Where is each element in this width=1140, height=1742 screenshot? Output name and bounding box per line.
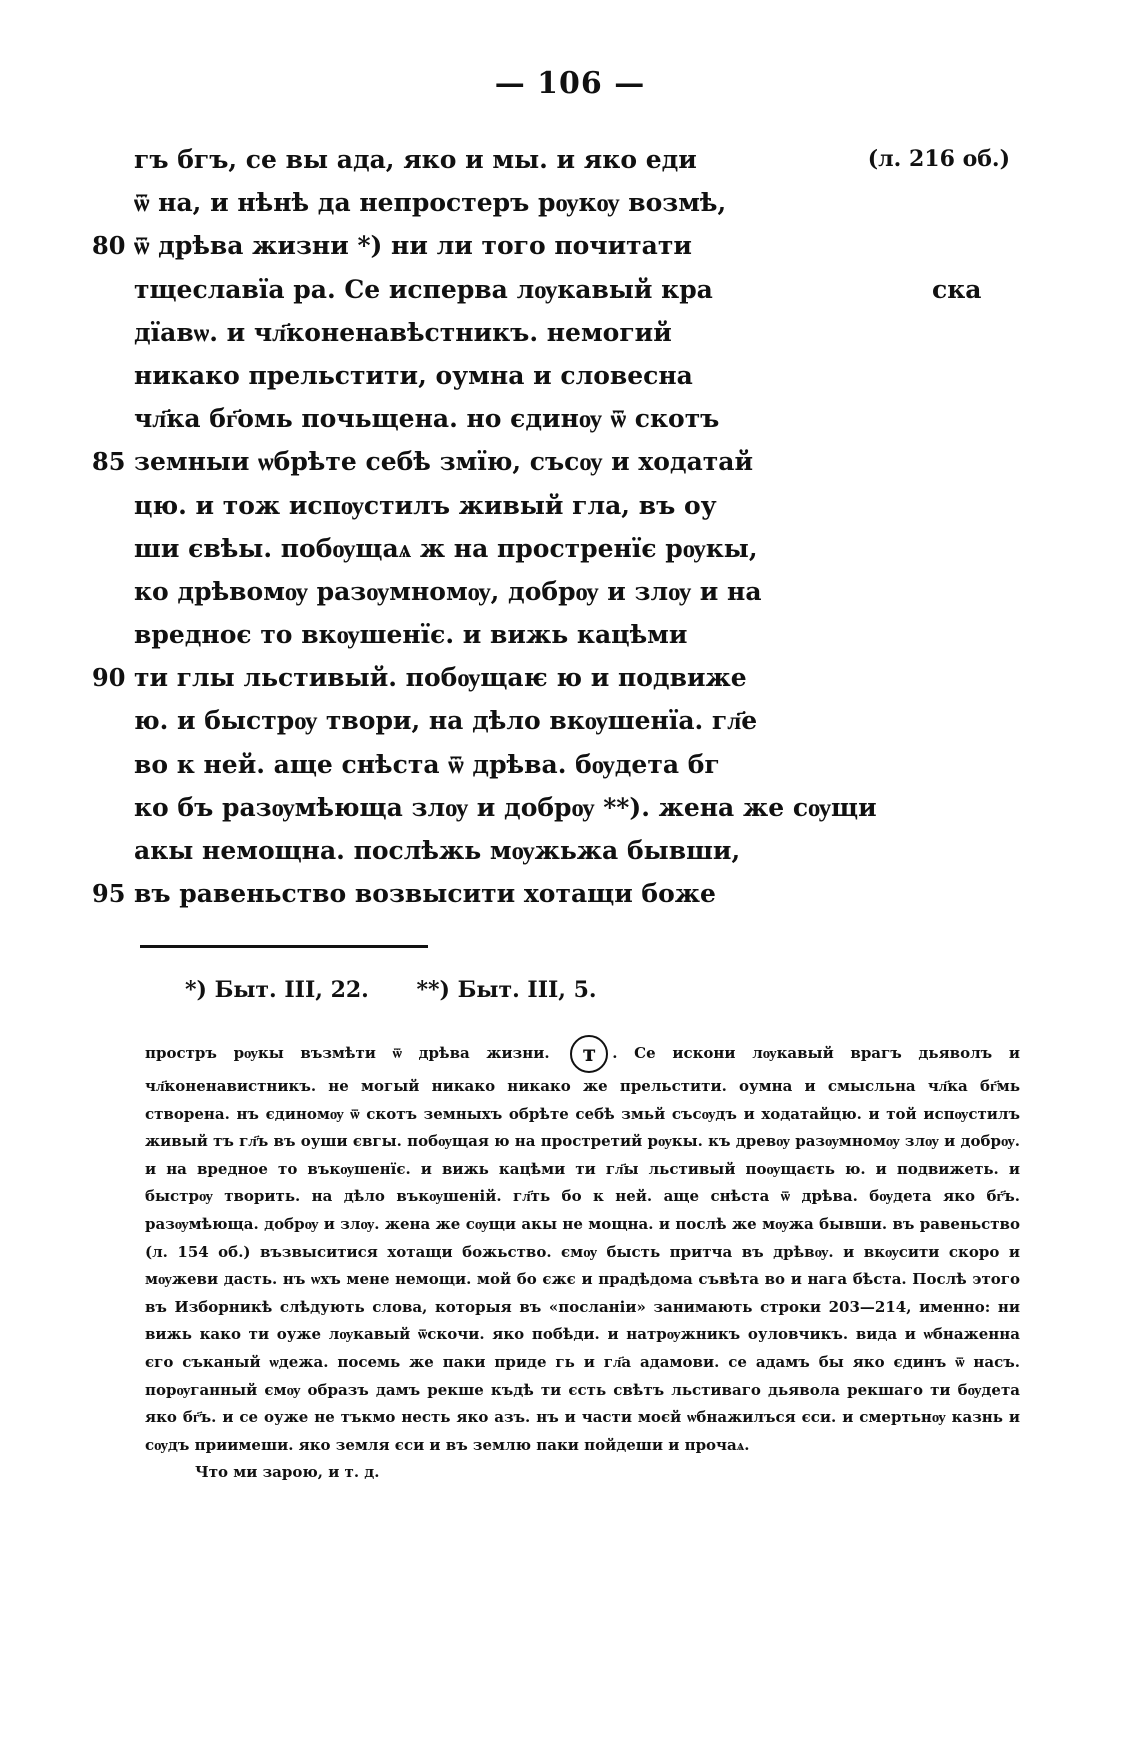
line-text: во к ней. аще снѣста ѿ дрѣва. бѹдета бг xyxy=(134,749,720,779)
line-text: ѿ на, и нѣнѣ да непростеръ рѹкѹ возмѣ, xyxy=(134,188,727,218)
footnote-2: **) Быт. III, 5. xyxy=(416,977,597,1003)
variant-reading xyxy=(145,1035,1020,1487)
circled-letter-mark: т xyxy=(570,1035,608,1073)
line-text: дїавѡ. и чл҃коненавѣстникъ. немогий xyxy=(134,317,672,347)
footnote-separator xyxy=(140,945,428,948)
text-line xyxy=(92,570,1092,613)
text-line xyxy=(92,786,1092,829)
line-text: ши євѣы. побѹщаѧ ж на простренїє рѹкы, xyxy=(134,533,758,563)
margin-word-fragment: ска xyxy=(932,274,982,304)
line-text: ѿ дрѣва жизни *) ни ли того почитати xyxy=(134,231,692,261)
text-line xyxy=(92,527,1092,570)
page-number: — 106 — xyxy=(494,66,646,101)
footnotes xyxy=(185,977,597,1003)
line-text: акы немощна. послѣжь мѹжьжа бывши, xyxy=(134,836,741,865)
line-text: цю. и тож испѹстилъ живый гла, въ оу xyxy=(134,490,717,520)
text-line xyxy=(92,484,1092,527)
text-line xyxy=(92,311,1092,354)
line-text: ко дрѣвомѹ разѹмномѹ, добрѹ и злѹ и на xyxy=(134,576,762,606)
line-number: 80 xyxy=(92,231,126,261)
text-line xyxy=(92,224,1092,267)
variant-text-before: простръ рѹкы възмѣти ѿ дрѣва жизни. xyxy=(145,1044,550,1062)
line-text: ю. и быстрѹ твори, на дѣло вкѹшенїа. гл҃е xyxy=(134,706,758,736)
text-line xyxy=(92,440,1092,483)
line-text: чл҃ка бг҃омь почьщена. но єдинѹ ѿ скотъ xyxy=(134,404,720,434)
text-line xyxy=(92,699,1092,742)
line-number: 95 xyxy=(92,879,126,909)
variant-text-after: . Се искони лѹкавый врагъ дьяволъ и чл҃коненавистникъ. не могый никако никако же прельстити. оумна и смысльна чл҃ка бг҃мь створена. нъ єдиномѹ ѿ скотъ земныхъ обрѣте себѣ змьй съсѹдъ и ходатайцю. и той испѹстилъ живый тъ гл҃ъ въ оуши євгы. побѹщая ю на простретий рѹкы. къ древѹ разѹмномѹ злѹ и добрѹ. и на вредное то въкѹшенїє. и вижь кацѣми ти гл҃ы льстивый поѹщаєть ю. и подвижеть. и быстрѹ творить. на дѣло въкѹшеній. гл҃ть бо к ней. аще снѣста ѿ дрѣва. бѹдета яко бг҃ъ. разѹмѣюща. добрѹ и злѹ. жена же сѹщи акы не мощна. и послѣ же мѹжа бывши. въ равеньство (л. 154 об.) възвыситися хотащи божьство. ємѹ бысть притча въ дрѣвѹ. и вкѹсити скоро и мѹжеви дасть. нъ ѡхъ мене немощи. мой бо єжє и прадѣдома съвѣта во и нага бѣста. Послѣ этого въ Изборникѣ слѣдують слова, которыя въ «посланіи» занимають строки 203—214, именно: ни вижь како ти оуже лѹкавый ѿскочи. яко побѣди. и натрѹжникъ оуловчикъ. вида и ѡбнаженна єго съканый ѡдежа. посемь же паки приде гь и гл҃а адамови. се адамъ бы яко єдинъ ѿ насъ. порѹганный ємѹ образъ дамъ рекше къдѣ ти єсть свѣтъ льстиваго дьявола рекшаго ти бѹдета яко бг҃ъ. и се оуже не тъкмо несть яко азъ. нъ и части моєй ѡбнажилъся єси. и смертьнѹ казнь и сѹдъ приимеши. яко земля єси и въ землю паки пойдеши и прочаѧ. xyxy=(145,1044,1020,1454)
line-text: ко бъ разѹмѣюща злѹ и добрѹ **). жена же сѹщи xyxy=(134,792,877,822)
line-text: земныи ѡбрѣте себѣ змїю, съсѹ и ходатай xyxy=(134,447,754,477)
text-line xyxy=(92,656,1092,699)
text-line xyxy=(92,613,1092,656)
line-number: 90 xyxy=(92,663,126,693)
text-line xyxy=(92,138,1092,181)
text-line xyxy=(92,872,1092,915)
line-text: гъ бгъ, се вы ада, яко и мы. и яко еди xyxy=(134,145,697,174)
text-line xyxy=(92,181,1092,224)
footnote-1: *) Быт. III, 22. xyxy=(185,977,369,1003)
line-number: 85 xyxy=(92,447,126,477)
line-text: вредноє то вкѹшенїє. и вижь кацѣми xyxy=(134,620,688,650)
variant-paragraph xyxy=(145,1035,1020,1459)
text-line xyxy=(92,354,1092,397)
folio-margin-note: (л. 216 об.) xyxy=(867,146,1010,172)
main-text-block xyxy=(92,138,1092,915)
text-line xyxy=(92,397,1092,440)
line-text: ти глы льстивый. побѹщаѥ ю и подвиже xyxy=(134,663,747,693)
line-text: въ равеньство возвысити хотащи боже xyxy=(134,879,716,909)
text-line xyxy=(92,743,1092,786)
line-text: тщеславїа ра. Се исперва лѹкавый кра xyxy=(134,274,713,304)
text-line xyxy=(92,268,1092,311)
line-text: никако прельстити, оумна и словесна xyxy=(134,360,693,390)
text-line xyxy=(92,829,1092,872)
variant-closing-line: Что ми зарою, и т. д. xyxy=(195,1463,380,1482)
